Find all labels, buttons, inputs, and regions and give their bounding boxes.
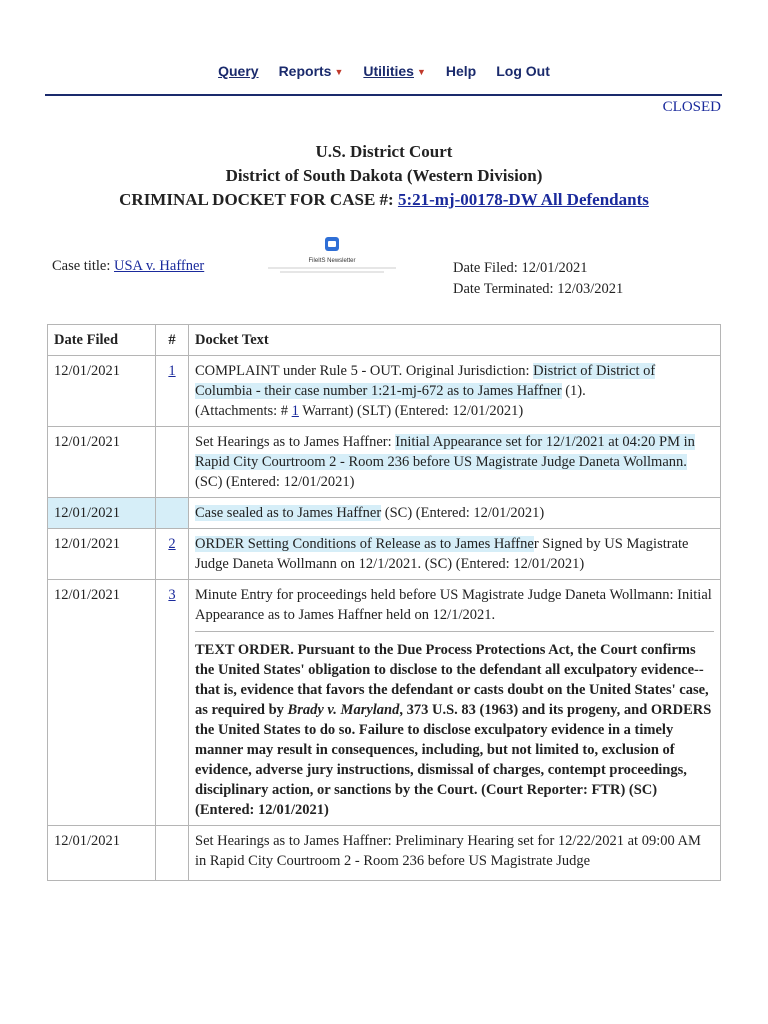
row-text [189,826,721,881]
row-date: 12/01/2021 [48,498,156,529]
date-filed: Date Filed: 12/01/2021 [453,260,588,276]
row-number [156,826,189,881]
table-row [48,356,721,427]
table-header-row [48,325,721,356]
caret-down-icon: ▼ [334,67,344,77]
case-number-link[interactable]: 5:21-mj-00178-DW All Defendants [397,190,649,209]
nav-reports[interactable]: Reports ▼ [278,63,344,79]
row-date: 12/01/2021 [48,356,156,427]
ad-text-line [280,271,384,273]
minute-entry-text: Minute Entry for proceedings held before US Magistrate Judge Daneta Wollmann: Initial Appearance as to James Haffner held on 12/1/2021. [195,587,712,623]
row-date: 12/01/2021 [48,427,156,498]
document-link[interactable]: 1 [168,363,176,379]
table-row [48,498,721,529]
court-district: District of South Dakota (Western Division) [225,166,543,185]
header-number: # [156,325,189,356]
document-link[interactable]: 3 [168,587,176,603]
caret-down-icon: ▼ [416,67,426,77]
nav-query[interactable]: Query [218,63,259,79]
nav-help[interactable]: Help [445,63,477,79]
attachment-link[interactable]: 1 [291,403,299,419]
court-header [0,140,768,212]
header-date-filed: Date Filed [48,325,156,356]
status-closed: CLOSED [662,99,721,115]
table-row [48,580,721,826]
row-text: COMPLAINT under Rule 5 - OUT. Original Jurisdiction: District of District of Columbia - their case number 1:21-mj-672 as to James Haffner (1). (Attachments: # 1 Warrant) (SLT) (Entered: 12/01/2021) [189,356,721,427]
document-link[interactable]: 2 [168,536,176,552]
case-title-link[interactable]: USA v. Haffner [114,258,205,274]
header-docket-text: Docket Text [189,325,721,356]
table-row [48,826,721,881]
row-number [156,427,189,498]
case-title: Case title: USA v. Haffner [52,258,205,274]
docket-title: CRIMINAL DOCKET FOR CASE #: 5:21-mj-00178-DW All Defendants [119,190,649,209]
row-text [189,580,721,826]
nav-logout[interactable]: Log Out [496,63,550,79]
date-terminated: Date Terminated: 12/03/2021 [453,281,624,297]
row-date: 12/01/2021 [48,826,156,881]
row-number [156,580,189,826]
top-nav [0,63,768,79]
ad-text-line [268,267,396,269]
case-dates [453,258,623,300]
ad-title: FileItS Newsletter [308,258,356,264]
row-text-truncated: Set Hearings as to James Haffner: Preliminary Hearing set for 12/22/2021 at 09:00 AM in Rapid City Courtroom 2 - Room 236 before US Magistrate Judge [195,833,701,869]
table-row [48,427,721,498]
table-row [48,529,721,580]
row-number [156,529,189,580]
newsletter-icon [325,237,339,251]
row-number [156,498,189,529]
row-text: Case sealed as to James Haffner (SC) (Entered: 12/01/2021) [189,498,721,529]
row-date: 12/01/2021 [48,580,156,826]
newsletter-ad[interactable] [258,236,406,280]
row-text: Set Hearings as to James Haffner: Initial Appearance set for 12/1/2021 at 04:20 PM in Rapid City Courtroom 2 - Room 236 before US Magistrate Judge Daneta Wollmann. (SC) (Entered: 12/01/2021) [189,427,721,498]
nav-utilities[interactable]: Utilities ▼ [363,63,426,79]
text-order: TEXT ORDER. Pursuant to the Due Process Protections Act, the Court confirms the United States' obligation to disclose to the defendant all exculpatory evidence--that is, evidence that favors the defendant or casts doubt on the United States' case, as required by Brady v. Maryland, 373 U.S. 83 (1963) and its progeny, and ORDERS the United States to do so. Failure to disclose exculpatory evidence in a timely manner may result in consequences, including, but not limited to, exclusion of evidence, adverse jury instructions, dismissal of charges, contempt proceedings, disciplinary action, or sanctions by the Court. (Court Reporter: FTR) (SC) (Entered: 12/01/2021) [195,631,714,820]
case-citation: Brady v. Maryland [287,702,400,718]
nav-divider [45,94,722,96]
row-text: ORDER Setting Conditions of Release as to James Haffner Signed by US Magistrate Judge Daneta Wollmann on 12/1/2021. (SC) (Entered: 12/01/2021) [189,529,721,580]
row-number [156,356,189,427]
court-name: U.S. District Court [315,142,453,161]
row-date: 12/01/2021 [48,529,156,580]
docket-table [47,324,721,881]
